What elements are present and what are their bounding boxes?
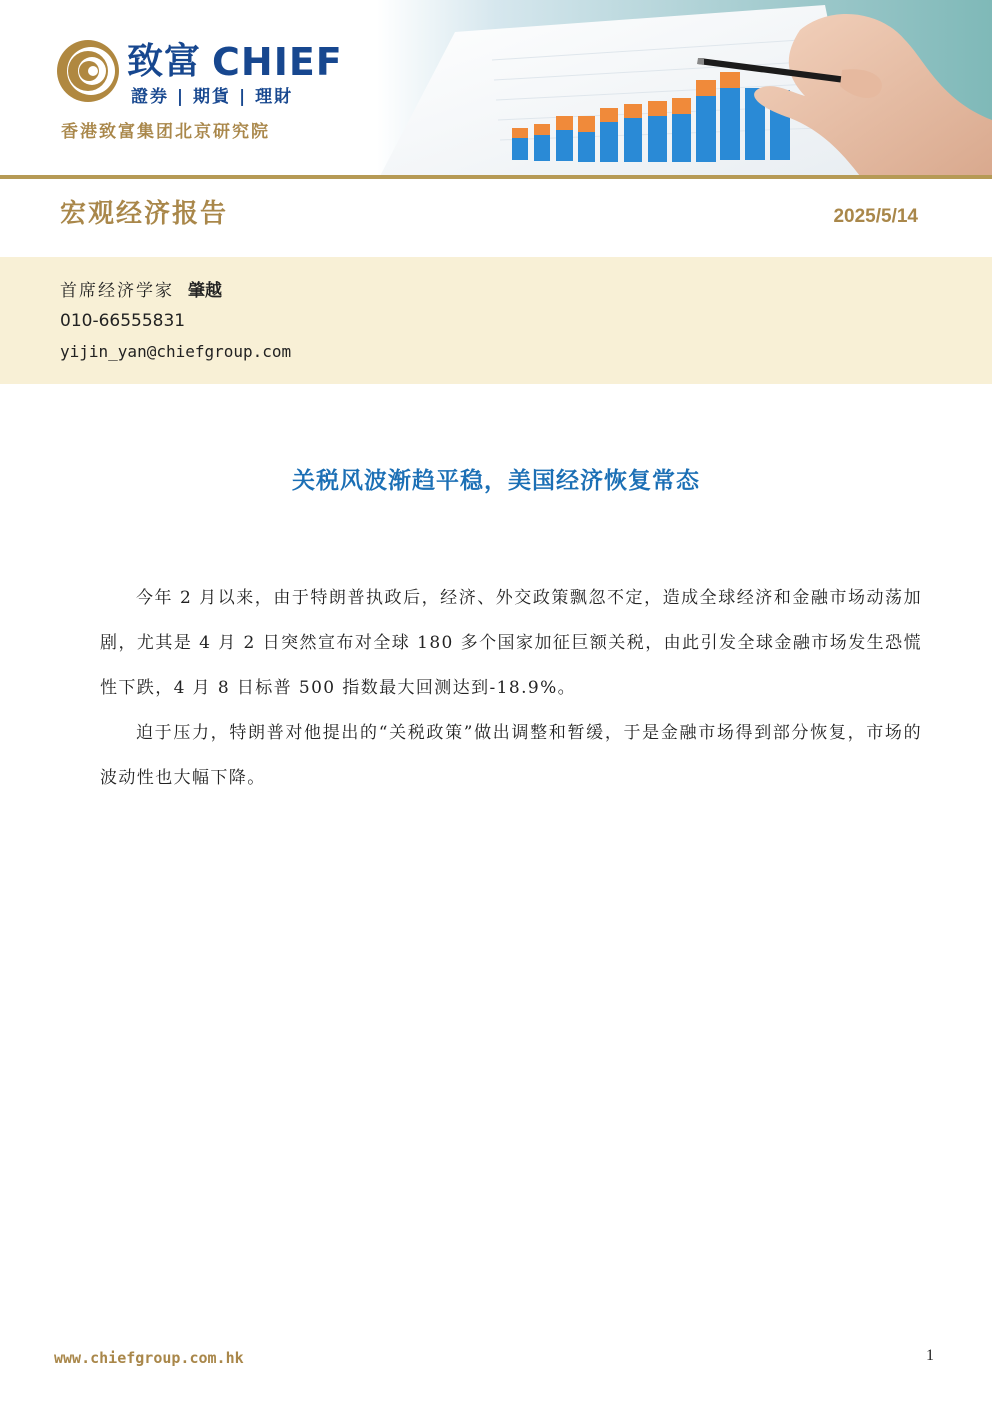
report-type: 宏观经济报告	[60, 199, 229, 229]
footer-website-link[interactable]: www.chiefgroup.com.hk	[54, 1349, 244, 1367]
article-paragraph-2: 迫于压力，特朗普对他提出的“关税政策”做出调整和暂缓，于是金融市场得到部分恢复，市场的波动性也大幅下降。	[100, 723, 922, 788]
article-paragraph-1: 今年 2 月以来，由于特朗普执政后，经济、外交政策飘忽不定，造成全球经济和金融市场动荡加剧，尤其是 4 月 2 日突然宣布对全球 180 多个国家加征巨额关税，由此引发全球金融市场发生恐慌性下跌，4 月 8 日标普 500 指数最大回测达到-18.9%。	[100, 588, 922, 698]
header-banner	[0, 0, 992, 176]
chief-logo	[55, 38, 385, 112]
report-date: 2025/5/14	[833, 206, 918, 227]
author-info-panel	[0, 257, 992, 384]
institute-name: 香港致富集团北京研究院	[61, 122, 270, 142]
brand-name-en: CHIEF	[212, 40, 343, 84]
brand-name-cn: 致富	[127, 41, 202, 82]
author-role: 首席经济学家	[60, 281, 174, 301]
author-phone: 010-66555831	[60, 311, 186, 331]
author-email[interactable]: yijin_yan@chiefgroup.com	[60, 342, 292, 361]
article-title: 关税风波渐趋平稳，美国经济恢复常态	[292, 467, 700, 494]
brand-tagline: 證券 | 期貨 | 理財	[131, 87, 294, 107]
author-title-line	[60, 279, 222, 303]
chief-swirl-logo-icon	[55, 38, 121, 104]
header-divider	[0, 175, 992, 179]
page-number: 1	[926, 1347, 934, 1364]
author-name: 肇越	[188, 281, 222, 301]
